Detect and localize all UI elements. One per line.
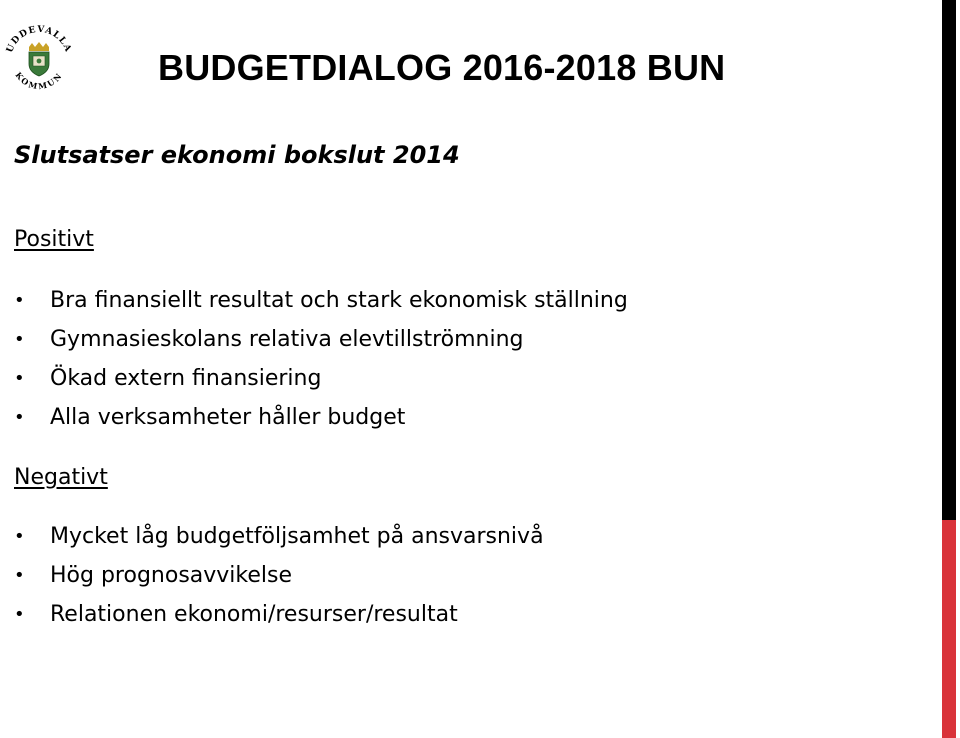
list-item <box>14 517 544 556</box>
page-title: BUDGETDIALOG 2016-2018 BUN <box>158 47 726 88</box>
list-item-text: Bra finansiellt resultat och stark ekonomisk ställning <box>50 288 628 313</box>
bullet-icon: • <box>14 329 25 350</box>
municipal-crest-icon <box>29 42 49 76</box>
list-item <box>14 281 628 320</box>
list-item-text: Ökad extern finansiering <box>50 366 322 391</box>
bullet-icon: • <box>14 526 25 547</box>
logo-text-bottom: KOMMUN <box>13 69 65 92</box>
positive-list <box>14 281 628 437</box>
list-item <box>14 359 628 398</box>
bullet-icon: • <box>14 290 25 311</box>
list-item <box>14 398 628 437</box>
bullet-icon: • <box>14 368 25 389</box>
list-item <box>14 595 544 634</box>
list-item-text: Gymnasieskolans relativa elevtillströmning <box>50 327 524 352</box>
right-accent-band-red <box>942 520 956 738</box>
list-item-text: Relationen ekonomi/resurser/resultat <box>50 602 458 627</box>
positive-section-label: Positivt <box>14 227 94 252</box>
list-item <box>14 320 628 359</box>
negative-section-label: Negativt <box>14 465 108 490</box>
page-subtitle: Slutsatser ekonomi bokslut 2014 <box>14 141 460 169</box>
list-item-text: Alla verksamheter håller budget <box>50 405 406 430</box>
logo-text-top: UDDEVALLA <box>5 24 73 55</box>
bullet-icon: • <box>14 407 25 428</box>
bullet-icon: • <box>14 604 25 625</box>
list-item-text: Mycket låg budgetföljsamhet på ansvarsnivå <box>50 524 544 549</box>
list-item <box>14 556 544 595</box>
negative-list <box>14 517 544 634</box>
list-item-text: Hög prognosavvikelse <box>50 563 293 588</box>
bullet-icon: • <box>14 565 25 586</box>
uddevalla-kommun-logo <box>2 20 76 94</box>
right-accent-band-dark <box>942 0 956 520</box>
